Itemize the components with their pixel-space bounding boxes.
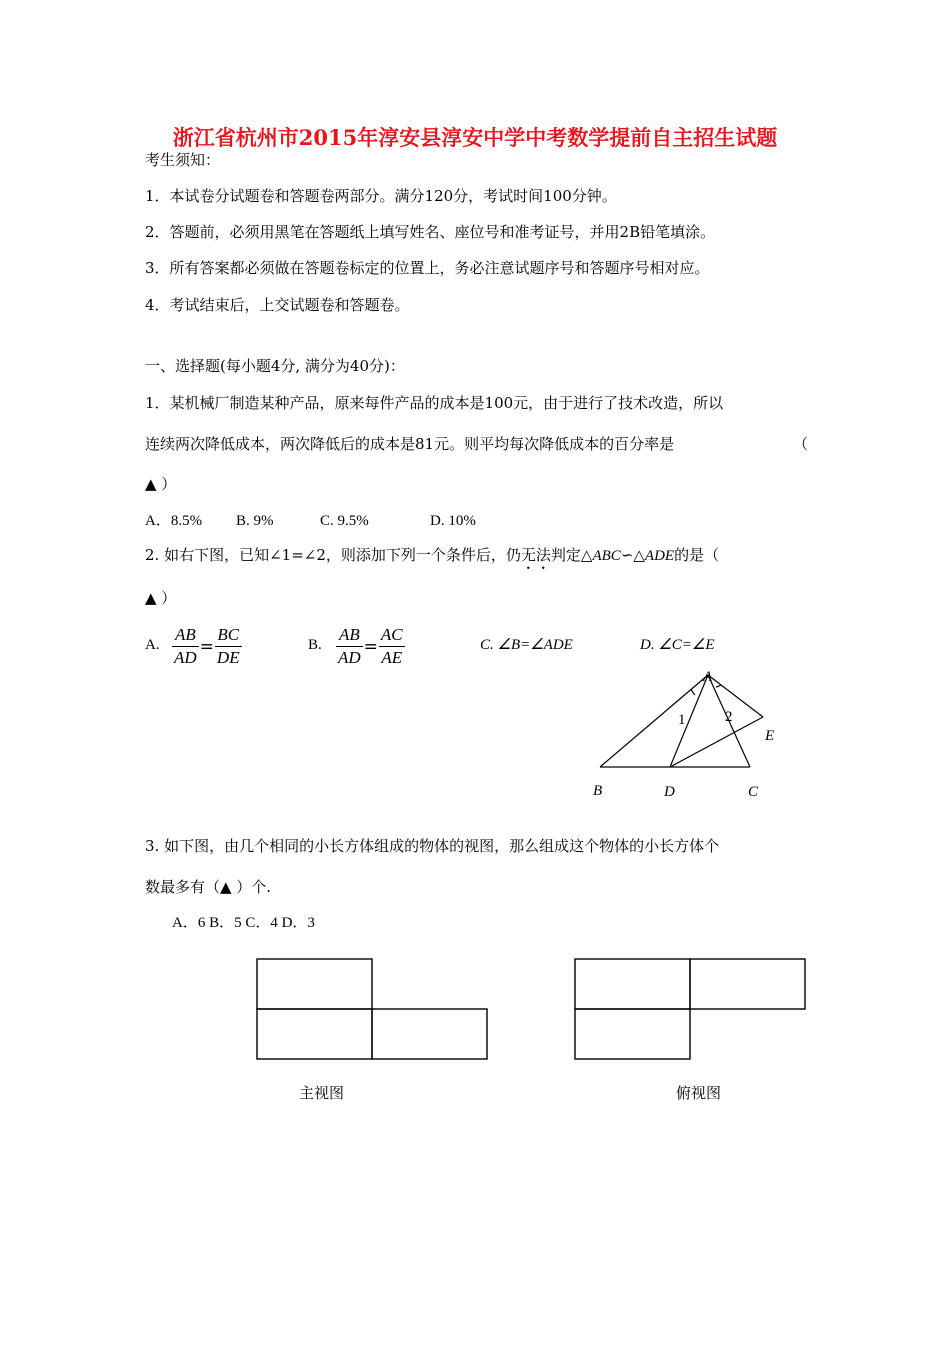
label-d: D xyxy=(664,784,675,800)
q1-option-c: C. 9.5% xyxy=(320,513,369,529)
front-view-cell-bottom-right xyxy=(372,1009,487,1059)
front-view-cell-bottom-left xyxy=(257,1009,372,1059)
q2-option-a-frac-1 xyxy=(172,624,199,669)
q2-line-1 xyxy=(145,545,719,573)
segment-ae xyxy=(708,675,763,717)
q3-front-view-label: 主视图 xyxy=(299,1084,345,1102)
q2-text-c: 的是（ xyxy=(674,546,720,564)
page-title: 浙江省杭州市2015年淳安县淳安中学中考数学提前自主招生试题 xyxy=(172,125,778,150)
q3-top-view xyxy=(573,957,809,1061)
q2-option-a-num-2: BC xyxy=(215,624,242,647)
q3-front-view xyxy=(255,957,491,1061)
q1-line-2: 连续两次降低成本，两次降低后的成本是81元。则平均每次降低成本的百分率是 xyxy=(145,435,675,453)
label-e: E xyxy=(765,728,775,744)
q1-paren-open: （ xyxy=(793,435,809,453)
q2-option-b-equals: = xyxy=(363,636,378,657)
q1-option-d: D. 10% xyxy=(430,513,476,529)
q2-option-b-label: B. xyxy=(308,637,322,653)
q1-answer-mark: ▲ ） xyxy=(145,475,177,493)
q2-triangle-ade: ADE xyxy=(644,548,675,564)
label-angle-1: 1 xyxy=(678,712,686,728)
q2-option-a-frac-2 xyxy=(215,624,242,669)
label-b: B xyxy=(593,783,603,799)
q2-option-a-den-1: AD xyxy=(174,648,197,667)
q2-similar-symbol: ∽ xyxy=(620,546,634,564)
notice-item-1: 1．本试卷分试题卷和答题卷两部分。满分120分，考试时间100分钟。 xyxy=(145,187,617,205)
q2-option-b-formula xyxy=(336,624,405,669)
q2-option-a-equals: = xyxy=(199,636,214,657)
q2-option-b-num-2: AC xyxy=(379,624,405,647)
label-angle-2: 2 xyxy=(725,709,733,725)
q2-option-a-label: A. xyxy=(145,637,160,653)
q2-option-b-den-1: AD xyxy=(338,648,361,667)
q2-option-b-den-2: AE xyxy=(381,648,403,667)
q2-triangle-figure xyxy=(580,665,780,805)
segment-ad xyxy=(670,675,708,767)
notice-item-3: 3．所有答案都必须做在答题卷标定的位置上，务必注意试题序号和答题序号相对应。 xyxy=(145,259,710,277)
top-view-cell-top-left xyxy=(575,959,690,1009)
angle-1-arc xyxy=(691,689,695,695)
q3-line-1: 3. 如下图，由几个相同的小长方体组成的物体的视图，那么组成这个物体的小长方体个 xyxy=(145,837,720,855)
q3-line-2: 数最多有（▲ ）个. xyxy=(145,878,272,896)
q3-options: A．6 B．5 C．4 D．3 xyxy=(172,915,315,931)
label-c: C xyxy=(748,784,759,800)
q1-option-b: B. 9% xyxy=(236,513,274,529)
segment-ba xyxy=(600,675,708,767)
top-view-cell-top-right xyxy=(690,959,805,1009)
q2-option-b-frac-2 xyxy=(379,624,405,669)
q2-option-a-num-1: AB xyxy=(172,624,199,647)
notice-heading: 考生须知： xyxy=(145,151,221,169)
q2-option-b-num-1: AB xyxy=(336,624,363,647)
q2-text-a: 2. 如右下图，已知∠1=∠2，则添加下列一个条件后，仍 xyxy=(145,546,521,564)
front-view-cell-top-left xyxy=(257,959,372,1009)
q2-text-b: 判定△ xyxy=(550,546,593,564)
q2-triangle-abc: ABC xyxy=(592,548,621,564)
q2-option-a-den-2: DE xyxy=(216,648,240,667)
angle-2-arc xyxy=(716,685,721,687)
q2-option-d: D. ∠C=∠E xyxy=(640,637,715,653)
notice-item-4: 4．考试结束后，上交试题卷和答题卷。 xyxy=(145,296,410,314)
label-a: A xyxy=(703,669,713,685)
q2-option-b-frac-1 xyxy=(336,624,363,669)
notice-item-2: 2．答题前，必须用黑笔在答题纸上填写姓名、座位号和准考证号，并用2B铅笔填涂。 xyxy=(145,223,716,241)
top-view-cell-bottom-left xyxy=(575,1009,690,1059)
q2-triangle-symbol: △ xyxy=(633,546,645,564)
q1-line-1: 1．某机械厂制造某种产品，原来每件产品的成本是100元，由于进行了技术改造，所以 xyxy=(145,394,724,412)
q2-emphasis: 无法 xyxy=(520,546,551,564)
q3-top-view-label: 俯视图 xyxy=(676,1084,722,1102)
q2-option-a-formula xyxy=(172,624,242,669)
q2-option-c: C. ∠B=∠ADE xyxy=(480,637,573,653)
q2-answer-mark: ▲ ） xyxy=(145,589,177,607)
q1-option-a: A．8.5% xyxy=(145,513,203,529)
section-heading: 一、选择题(每小题4分, 满分为40分)： xyxy=(145,357,405,375)
